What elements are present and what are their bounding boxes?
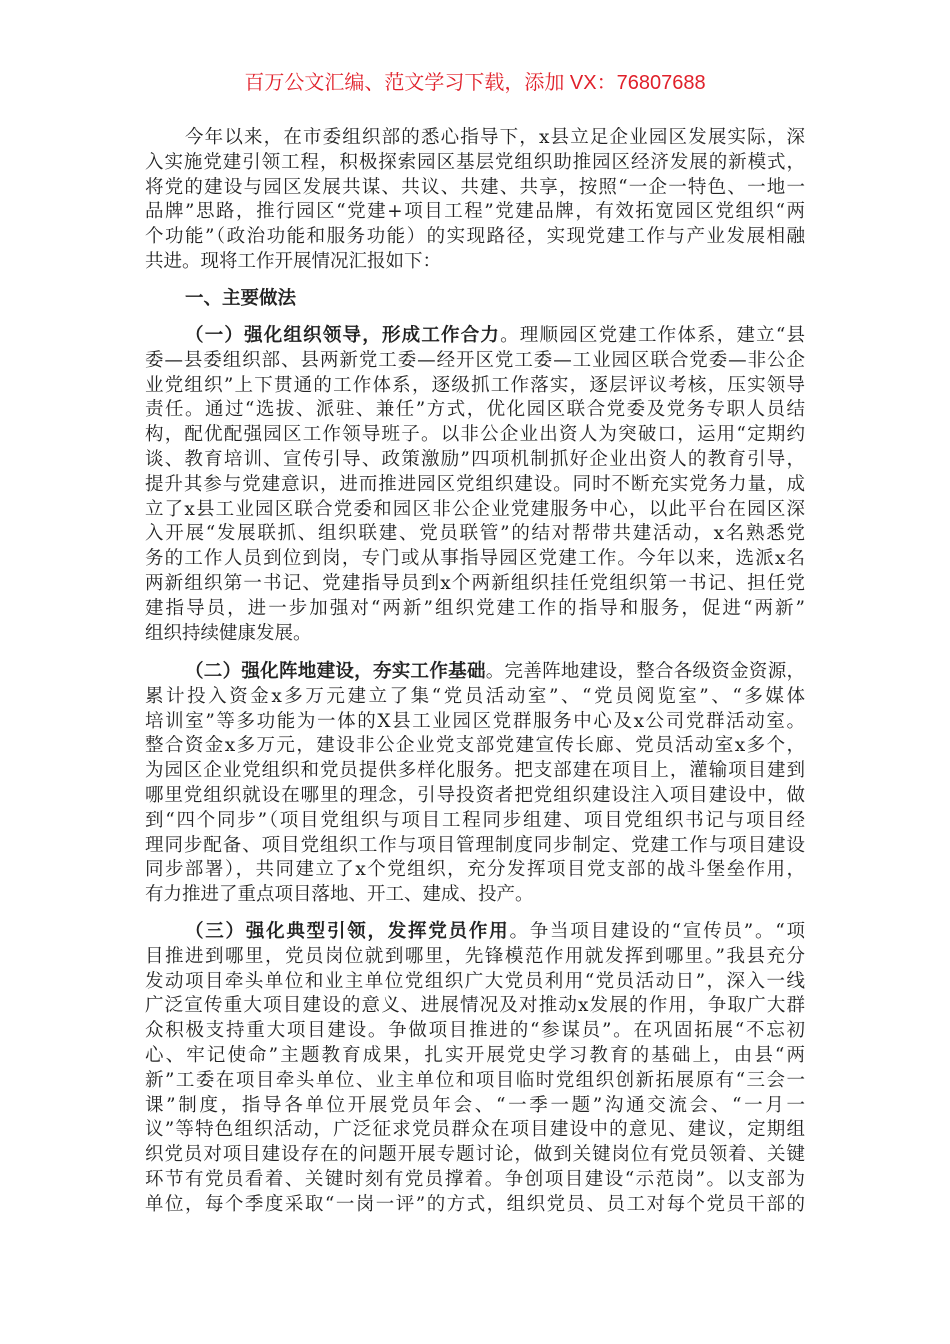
section-paragraph-3 (145, 920, 805, 1218)
paragraph-lead-heading: （三）强化典型引领，发挥党员作用 (185, 921, 510, 942)
text-line: 委—县委组织部、县两新党工委—经开区党工委—工业园区联合党委—非公企 (145, 349, 805, 371)
paragraph-lead-heading: （二）强化阵地建设，夯实工作基础 (185, 661, 486, 682)
text-line: 整合资金x多万元，建设非公企业党支部党建宣传长廊、党员活动室x多个， (145, 735, 805, 757)
text-line: 立了x县工业园区联合党委和园区非公企业党建服务中心，以此平台在园区深 (145, 498, 805, 520)
text-line (145, 324, 805, 349)
text-line (145, 660, 805, 685)
text-line: 将党的建设与园区发展共谋、共议、共建、共享，按照“一企一特色、一地一 (145, 176, 805, 198)
section-heading: 一、主要做法 (185, 288, 297, 309)
text-line: 众积极支持重大项目建设。争做项目推进的“参谋员”。在巩固拓展“不忘初 (145, 1020, 805, 1042)
text-line: 新”工委在项目牵头单位、业主单位和项目临时党组织创新拓展原有“三会一 (145, 1069, 805, 1091)
text-line: 织党员对项目建设存在的问题开展专题讨论，做到关键岗位有党员领着、关键 (145, 1144, 805, 1166)
text-line: 为园区企业党组织和党员提供多样化服务。把支部建在项目上，灌输项目建到 (145, 760, 805, 782)
text-line: 组织持续健康发展。 (145, 622, 312, 644)
text-line: 同步部署），共同建立了x个党组织，充分发挥项目党支部的战斗堡垒作用， (145, 859, 805, 881)
text-line: 两新组织第一书记、党建指导员到x个两新组织挂任党组织第一书记、担任党 (145, 572, 805, 594)
text-line: 单位，每个季度采取“一岗一评”的方式，组织党员、员工对每个党员干部的 (145, 1193, 805, 1215)
text-line: 广泛宣传重大项目建设的意义、进展情况及对推动x发展的作用，争取广大群 (145, 995, 805, 1017)
text-line: 建指导员，进一步加强对“两新”组织党建工作的指导和服务，促进“两新” (145, 597, 805, 619)
text-line: 到“四个同步”（项目党组织与项目工程同步组建、项目党组织书记与项目经 (145, 809, 805, 831)
text-line: 共进。现将工作开展情况汇报如下： (145, 250, 442, 272)
text-line: 谈、教育培训、宣传引导、政策激励”四项机制抓好企业出资人的教育引导， (145, 448, 805, 470)
text-line: 入开展“发展联抓、组织联建、党员联管”的结对帮带共建活动，x名熟悉党 (145, 523, 805, 545)
text-line: 品牌”思路，推行园区“党建+项目工程”党建品牌，有效拓宽园区党组织“两 (145, 201, 805, 223)
text-line (145, 920, 805, 945)
text-line: 发动项目牵头单位和业主单位党组织广大党员利用“党员活动日”，深入一线 (145, 970, 805, 992)
watermark-banner: 百万公文汇编、范文学习下载，添加 VX：76807688 (244, 72, 706, 94)
text-line: 责任。通过“选拔、派驻、兼任”方式，优化园区联合党委及党务专职人员结 (145, 399, 805, 421)
text-line: 心、牢记使命”主题教育成果，扎实开展党史学习教育的基础上，由县“两 (145, 1044, 805, 1066)
text-run: 。完善阵地建设，整合各级资金资源， (485, 661, 805, 682)
text-line: 哪里党组织就设在哪里的理念，引导投资者把党组织建设注入项目建设中，做 (145, 784, 805, 806)
text-line: 理同步配备、项目党组织工作与项目管理制度同步制定、党建工作与项目建设 (145, 834, 805, 856)
text-line: 今年以来，在市委组织部的悉心指导下，x县立足企业园区发展实际，深 (185, 127, 805, 148)
text-line: 有力推进了重点项目落地、开工、建成、投产。 (145, 884, 534, 906)
text-line: 业党组织”上下贯通的工作体系，逐级抓工作落实，逐层评议考核，压实领导 (145, 374, 805, 396)
intro-paragraph (145, 126, 805, 275)
text-run: 。理顺园区党建工作体系，建立“县 (500, 325, 805, 346)
text-line: 个功能”（政治功能和服务功能）的实现路径，实现党建工作与产业发展相融 (145, 226, 805, 248)
text-line: 务的工作人员到位到岗，专门或从事指导园区党建工作。今年以来，选派x名 (145, 548, 805, 570)
text-line: 构，配优配强园区工作领导班子。以非公企业出资人为突破口，运用“定期约 (145, 424, 805, 446)
section-paragraph-1 (145, 324, 805, 646)
text-line: 提升其参与党建意识，进而推进园区党组织建设。同时不断充实党务力量，成 (145, 473, 805, 495)
text-line: 入实施党建引领工程，积极探索园区基层党组织助推园区经济发展的新模式， (145, 151, 805, 173)
section-paragraph-2 (145, 660, 805, 908)
text-line: 议”等特色组织活动，广泛征求党员群众在项目建设中的意见、建议，定期组 (145, 1119, 805, 1141)
text-line: 环节有党员看着、关键时刻有党员撑着。争创项目建设“示范岗”。以支部为 (145, 1168, 805, 1190)
paragraph-lead-heading: （一）强化组织领导，形成工作合力 (185, 325, 501, 346)
text-run: 。争当项目建设的“宣传员”。“项 (509, 921, 805, 942)
text-line: 课”制度，指导各单位开展党员年会、“一季一题”沟通交流会、“一月一 (145, 1094, 805, 1116)
text-line: 培训室”等多功能为一体的X县工业园区党群服务中心及x公司党群活动室。 (145, 710, 805, 732)
text-line: 累计投入资金x多万元建立了集“党员活动室”、“党员阅览室”、“多媒体 (145, 685, 805, 707)
text-line: 目推进到哪里，党员岗位就到哪里，先锋模范作用就发挥到哪里。”我县充分 (145, 945, 805, 967)
section-heading-block (145, 287, 805, 312)
